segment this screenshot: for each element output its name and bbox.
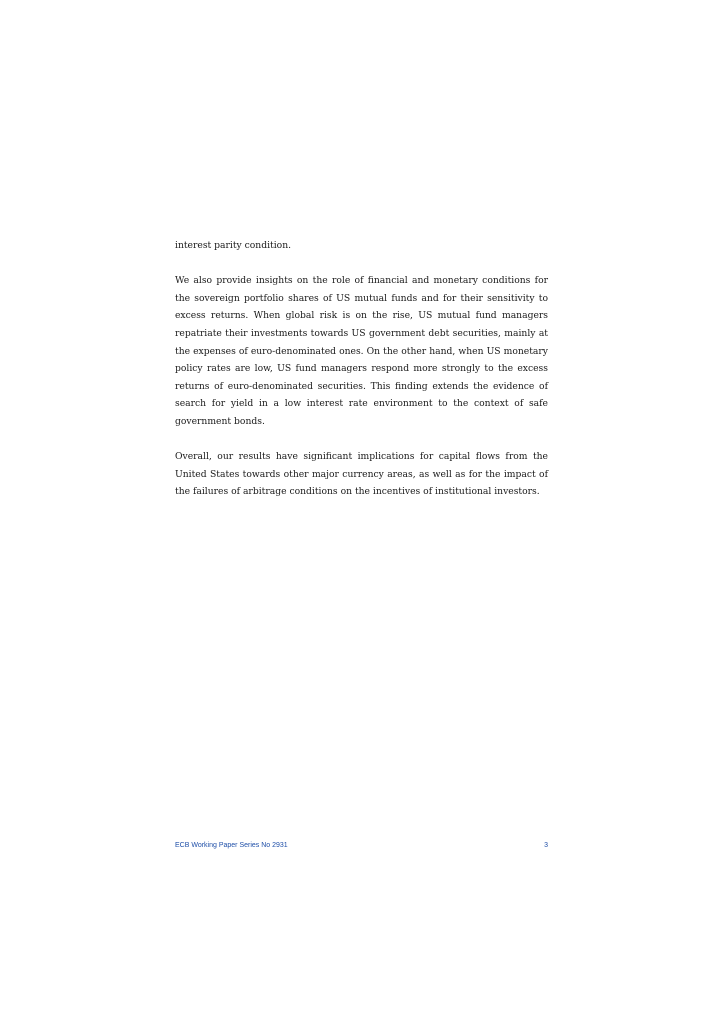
footer-page-number: 3 — [544, 842, 548, 849]
body-text — [175, 237, 548, 501]
footer-series-label: ECB Working Paper Series No 2931 — [175, 842, 288, 849]
paragraph-conclusion: Overall, our results have significant implications for capital flows from the United States towards other major currency areas, as well as for the impact of the failures of arbitrage conditions on the incentives of institutional investors. — [175, 451, 548, 498]
paragraph-insights: We also provide insights on the role of financial and monetary conditions for the sovereign portfolio shares of US mutual funds and for their sensitivity to excess returns. When global risk is on the rise, US mutual fund managers repatriate their investments towards US government debt securities, mainly at the expenses of euro-denominated ones. On the other hand, when US monetary policy rates are low, US fund managers respond more strongly to the excess returns of euro-denominated securities. This finding extends the evidence of search for yield in a low interest rate environment to the context of safe government bonds. — [175, 275, 548, 427]
paragraph-continuation: interest parity condition. — [175, 240, 292, 251]
